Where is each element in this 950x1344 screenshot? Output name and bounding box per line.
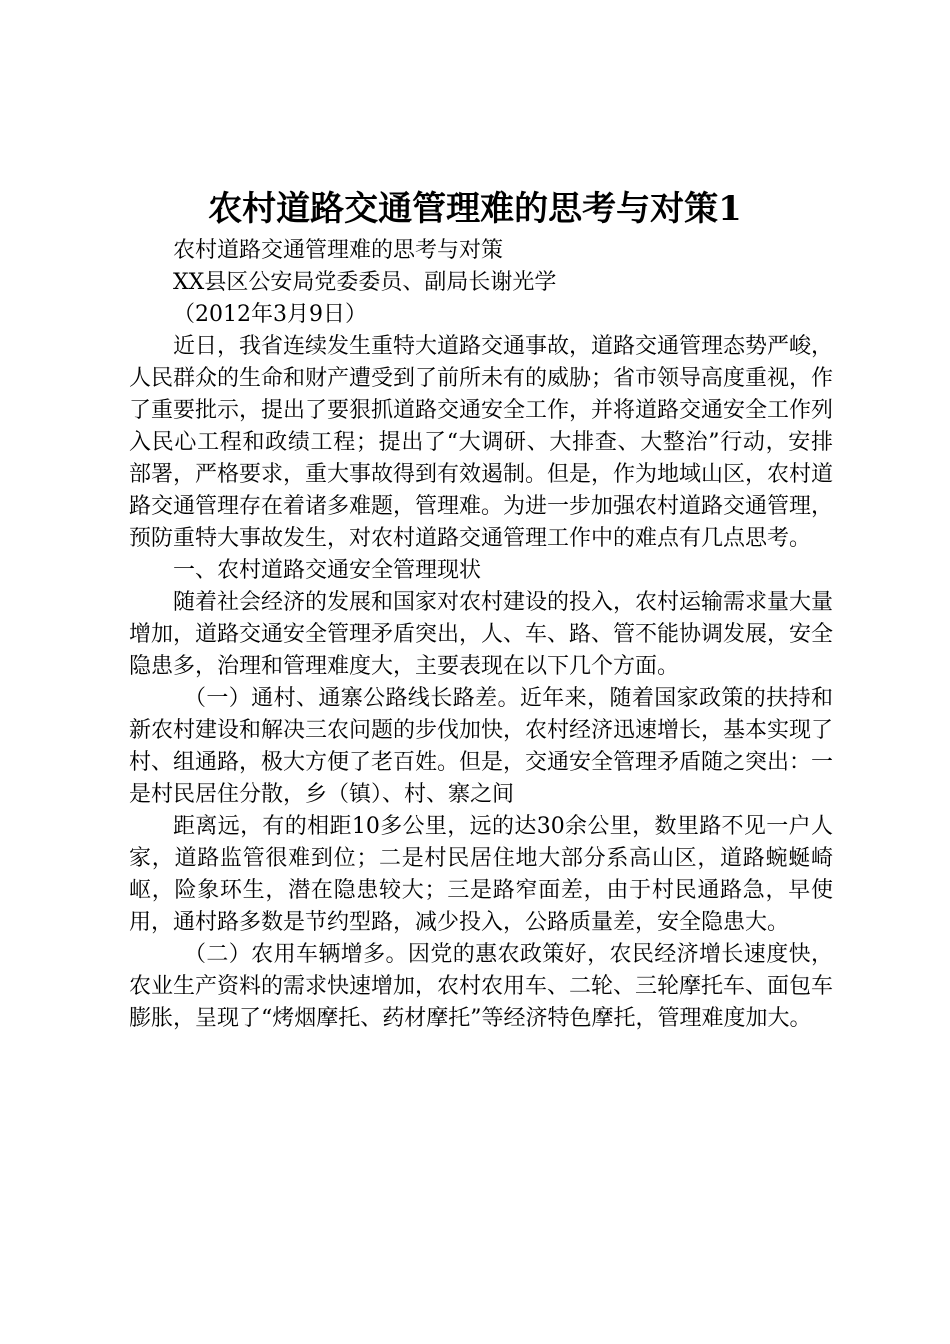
- body-paragraph: 近日，我省连续发生重特大道路交通事故，道路交通管理态势严峻，人民群众的生命和财产遭受到了前所未有的威胁；省市领导高度重视，作了重要批示，提出了要狠抓道路交通安全工作，并将道路交通安全工作列入民心工程和政绩工程；提出了“大调研、大排查、大整治”行动，安排部署，严格要求，重大事故得到有效遏制。但是，作为地域山区，农村道路交通管理存在着诸多难题，管理难。为进一步加强农村道路交通管理，预防重特大事故发生，对农村道路交通管理工作中的难点有几点思考。: [129, 334, 834, 551]
- section-heading: 一、农村道路交通安全管理现状: [173, 558, 482, 583]
- body-paragraph: （二）农用车辆增多。因党的惠农政策好，农民经济增长速度快，农业生产资料的需求快速增加，农村农用车、二轮、三轮摩托车、面包车膨胀，呈现了“烤烟摩托、药材摩托”等经济特色摩托，管理难度加大。: [129, 942, 834, 1031]
- body-paragraph: 距离远，有的相距10多公里，远的达30余公里，数里路不见一户人家，道路监管很难到位；二是村民居住地大部分系高山区，道路蜿蜒崎岖，险象环生，潜在隐患较大；三是路窄面差，由于村民通路急，早使用，通村路多数是节约型路，减少投入，公路质量差，安全隐患大。: [129, 814, 833, 935]
- author-line: XX县区公安局党委委员、副局长谢光学: [173, 270, 557, 295]
- document-title: 农村道路交通管理难的思考与对策1: [208, 189, 742, 229]
- document-body: [129, 235, 833, 1035]
- subtitle-line: 农村道路交通管理难的思考与对策: [173, 238, 504, 263]
- body-paragraph: （一）通村、通寨公路线长路差。近年来，随着国家政策的扶持和新农村建设和解决三农问题的步伐加快，农村经济迅速增长，基本实现了村、组通路，极大方便了老百姓。但是，交通安全管理矛盾随之突出：一是村民居住分散，乡（镇）、村、寨之间: [129, 686, 834, 807]
- body-paragraph: 随着社会经济的发展和国家对农村建设的投入，农村运输需求量大量增加，道路交通安全管理矛盾突出，人、车、路、管不能协调发展，安全隐患多，治理和管理难度大，主要表现在以下几个方面。: [129, 590, 834, 679]
- date-line: （2012年3月9日）: [173, 302, 367, 327]
